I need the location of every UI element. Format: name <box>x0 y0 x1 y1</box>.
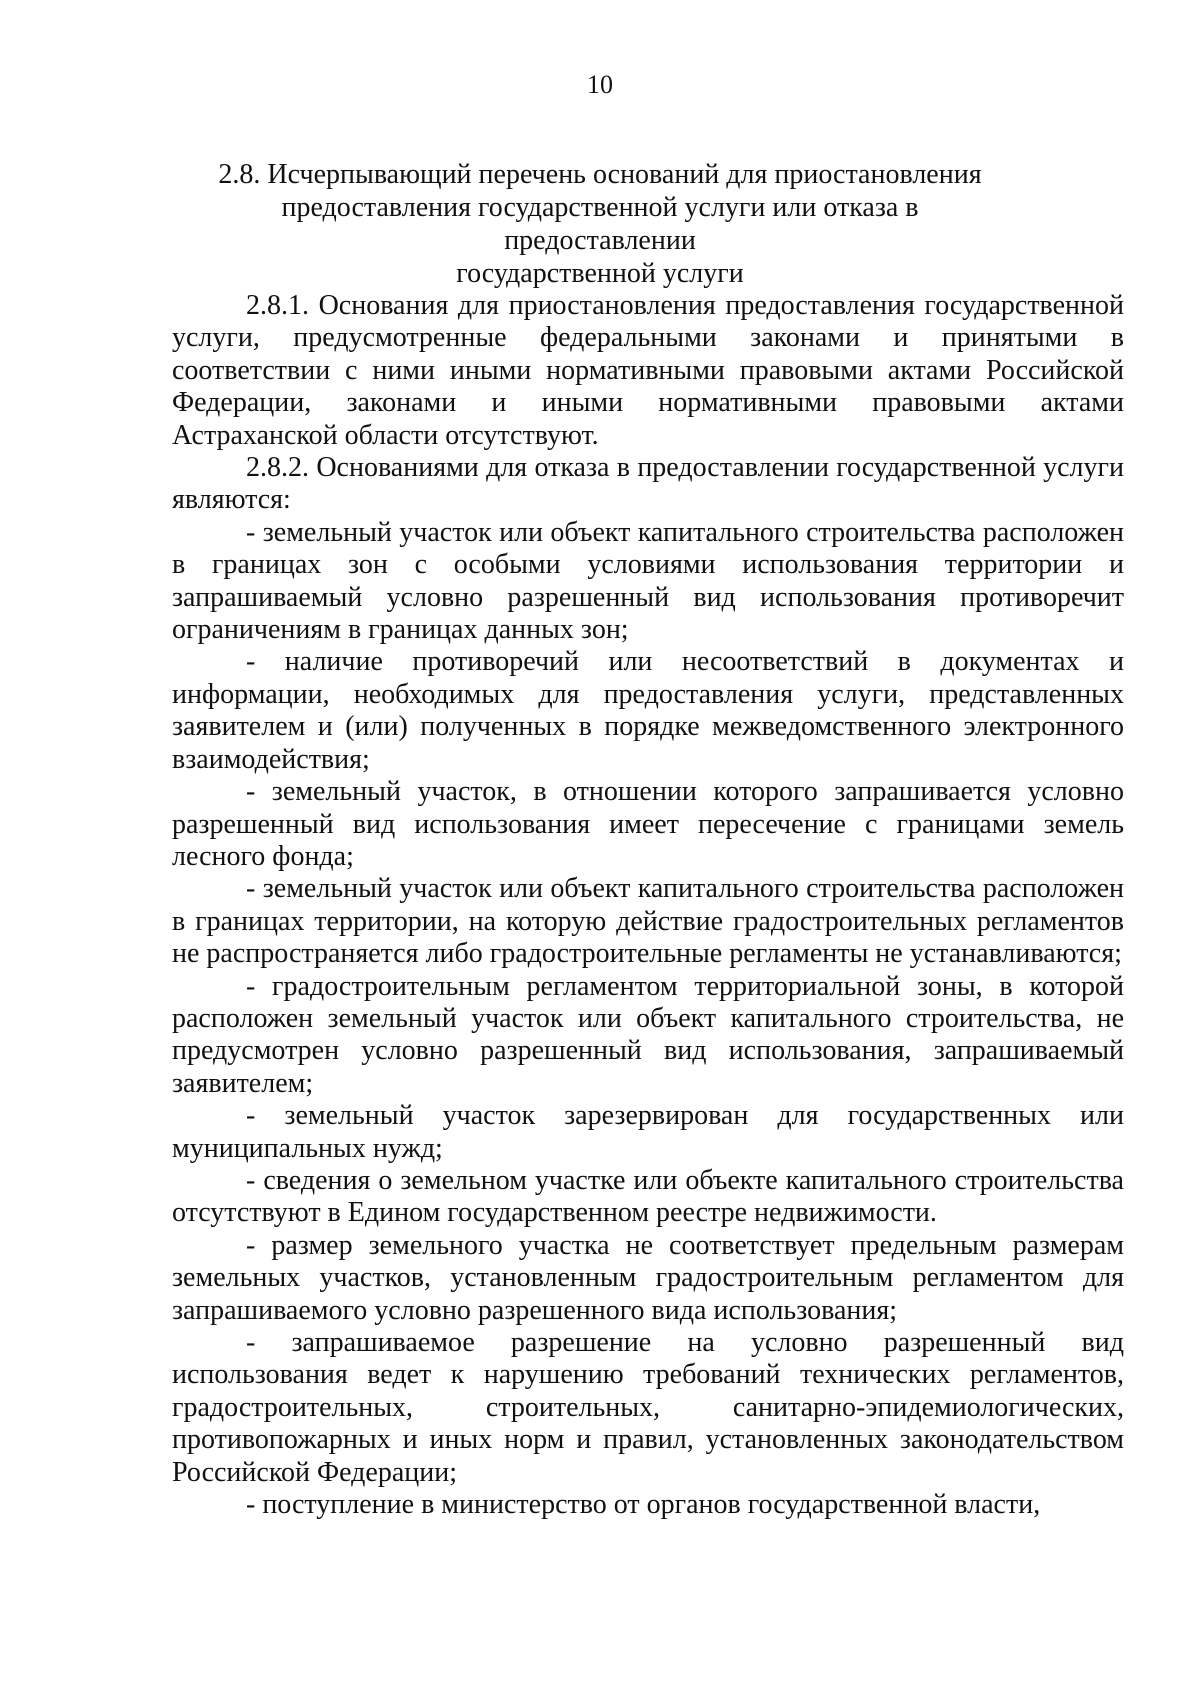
paragraph-2-8-2: 2.8.2. Основаниями для отказа в предоставлении государственной услуги являются: <box>172 452 1124 516</box>
list-item: - земельный участок зарезервирован для государственных или муниципальных нужд; <box>172 1100 1124 1164</box>
document-body <box>172 290 1124 1521</box>
section-heading <box>200 158 1000 290</box>
section-heading-line: 2.8. Исчерпывающий перечень оснований для приостановления <box>218 159 982 190</box>
list-item: - земельный участок или объект капитального строительства расположен в границах зон с особыми условиями использования территории и запрашиваемый условно разрешенный вид использования противоречит ограничениям в границах данных зон; <box>172 516 1124 646</box>
section-heading-line: государственной услуги <box>456 258 744 289</box>
list-item: - сведения о земельном участке или объекте капитального строительства отсутствуют в Едином государственном реестре недвижимости. <box>172 1164 1124 1229</box>
section-heading-line: предоставления государственной услуги или отказа в предоставлении <box>281 192 919 256</box>
page-number: 10 <box>587 70 613 99</box>
paragraph-2-8-1: 2.8.1. Основания для приостановления предоставления государственной услуги, предусмотренные федеральными законами и принятыми в соответствии с ними иными нормативными правовыми актами Российской Федерации, законами и иными нормативными правовыми актами Астраханской области отсутствуют. <box>172 290 1124 451</box>
list-item: - поступление в министерство от органов государственной власти, <box>246 1489 1041 1521</box>
list-item: - наличие противоречий или несоответствий в документах и информации, необходимых для предоставления услуги, представленных заявителем и (или) полученных в порядке межведомственного электронного взаимодействия; <box>172 646 1124 775</box>
list-item: - земельный участок, в отношении которого запрашивается условно разрешенный вид использования имеет пересечение с границами земель лесного фонда; <box>172 776 1124 872</box>
list-item: - запрашиваемое разрешение на условно разрешенный вид использования ведет к нарушению требований технических регламентов, градостроительных, строительных, санитарно-эпидемиологических, противопожарных и иных норм и правил, установленных законодательством Российской Федерации; <box>172 1327 1124 1488</box>
list-item: - земельный участок или объект капитального строительства расположен в границах территории, на которую действие градостроительных регламентов не распространяется либо градостроительные регламенты не устанавливаются; <box>172 873 1124 970</box>
list-item: - размер земельного участка не соответствует предельным размерам земельных участков, установленным градостроительным регламентом для запрашиваемого условно разрешенного вида использования; <box>172 1229 1124 1326</box>
list-item: - градостроительным регламентом территориальной зоны, в которой расположен земельный участок или объект капитального строительства, не предусмотрен условно разрешенный вид использования, запрашиваемый заявителем; <box>172 970 1124 1099</box>
